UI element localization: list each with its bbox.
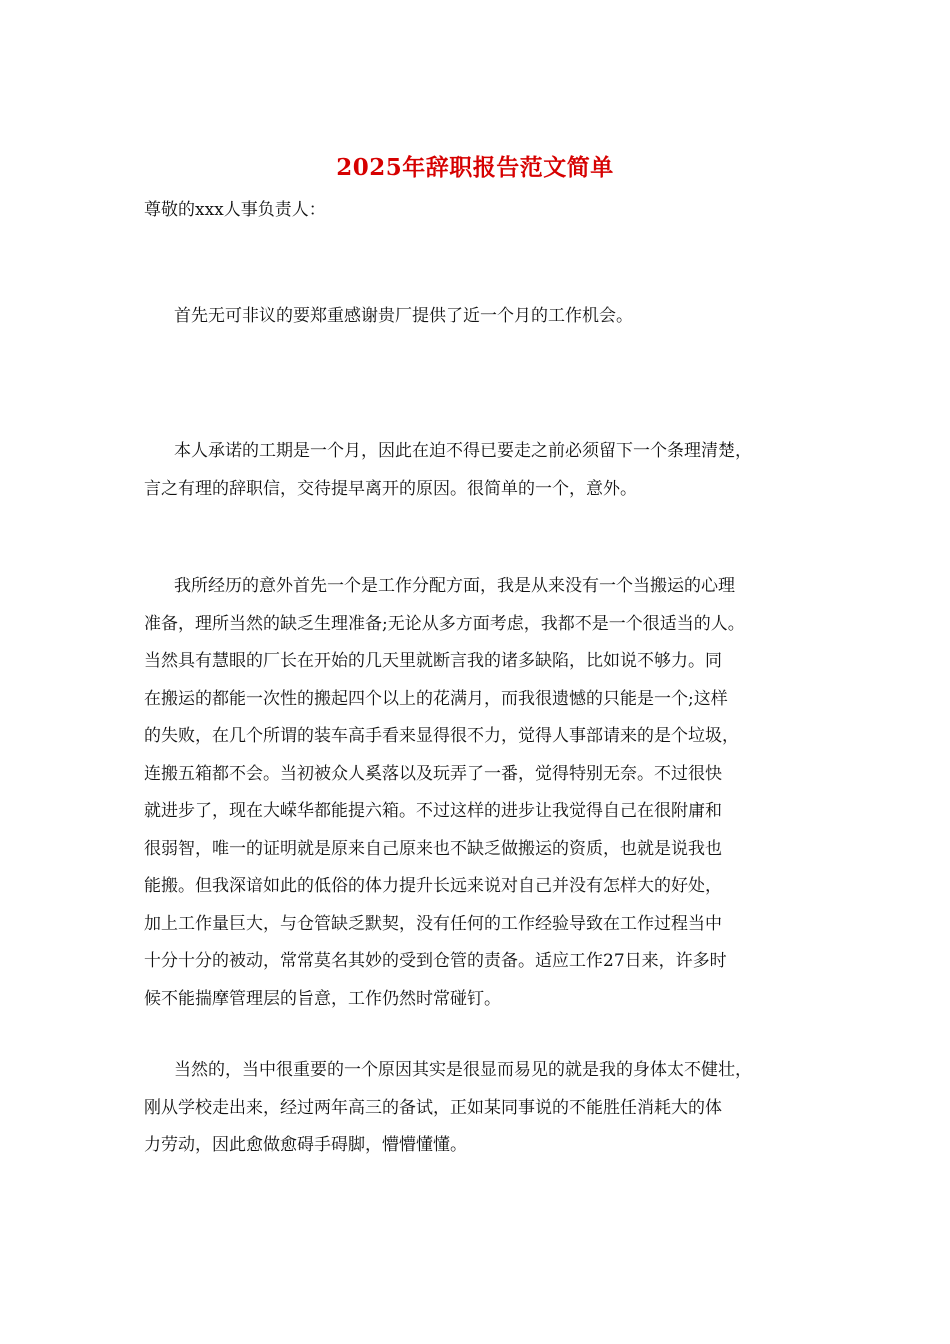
paragraph-line: 当然的，当中很重要的一个原因其实是很显而易见的就是我的身体太不健壮，: [174, 1060, 752, 1080]
paragraph-line: 候不能揣摩管理层的旨意，工作仍然时常碰钉。: [144, 988, 501, 1009]
document-title: 2025年辞职报告范文简单: [336, 154, 614, 181]
paragraph-line: 我所经历的意外首先一个是工作分配方面，我是从来没有一个当搬运的心理: [174, 576, 735, 596]
paragraph-line: 很弱智，唯一的证明就是原来自己原来也不缺乏做搬运的资质，也就是说我也: [144, 838, 722, 859]
paragraph-line: 首先无可非议的要郑重感谢贵厂提供了近一个月的工作机会。: [174, 306, 633, 326]
paragraph-3: [144, 568, 824, 1018]
paragraph-2: [144, 433, 824, 508]
paragraph-line: 连搬五箱都不会。当初被众人奚落以及玩弄了一番，觉得特别无奈。不过很快: [144, 763, 722, 784]
paragraph-line: 十分十分的被动，常常莫名其妙的受到仓管的责备。适应工作27日来，许多时: [144, 951, 727, 971]
paragraph-1: [144, 298, 824, 336]
paragraph-line: 加上工作量巨大，与仓管缺乏默契，没有任何的工作经验导致在工作过程当中: [144, 913, 722, 934]
paragraph-line: 准备，理所当然的缺乏生理准备;无论从多方面考虑，我都不是一个很适当的人。: [144, 613, 745, 634]
paragraph-line: 刚从学校走出来，经过两年高三的备试，正如某同事说的不能胜任消耗大的体: [144, 1097, 722, 1118]
paragraph-line: 本人承诺的工期是一个月，因此在迫不得已要走之前必须留下一个条理清楚，: [174, 441, 752, 461]
paragraph-4: [144, 1052, 824, 1165]
paragraph-line: 力劳动，因此愈做愈碍手碍脚，懵懵懂懂。: [144, 1135, 467, 1155]
salutation: 尊敬的xxx人事负责人：: [144, 200, 326, 220]
paragraph-line: 当然具有慧眼的厂长在开始的几天里就断言我的诸多缺陷，比如说不够力。同: [144, 651, 722, 671]
paragraph-line: 言之有理的辞职信，交待提早离开的原因。很简单的一个，意外。: [144, 478, 637, 499]
paragraph-line: 的失败，在几个所谓的装车高手看来显得很不力，觉得人事部请来的是个垃圾，: [144, 726, 739, 746]
paragraph-line: 能搬。但我深谙如此的低俗的体力提升长远来说对自己并没有怎样大的好处，: [144, 876, 722, 896]
paragraph-line: 在搬运的都能一次性的搬起四个以上的花满月，而我很遗憾的只能是一个;这样: [144, 688, 728, 709]
paragraph-line: 就进步了，现在大嵘华都能提六箱。不过这样的进步让我觉得自己在很附庸和: [144, 801, 722, 821]
